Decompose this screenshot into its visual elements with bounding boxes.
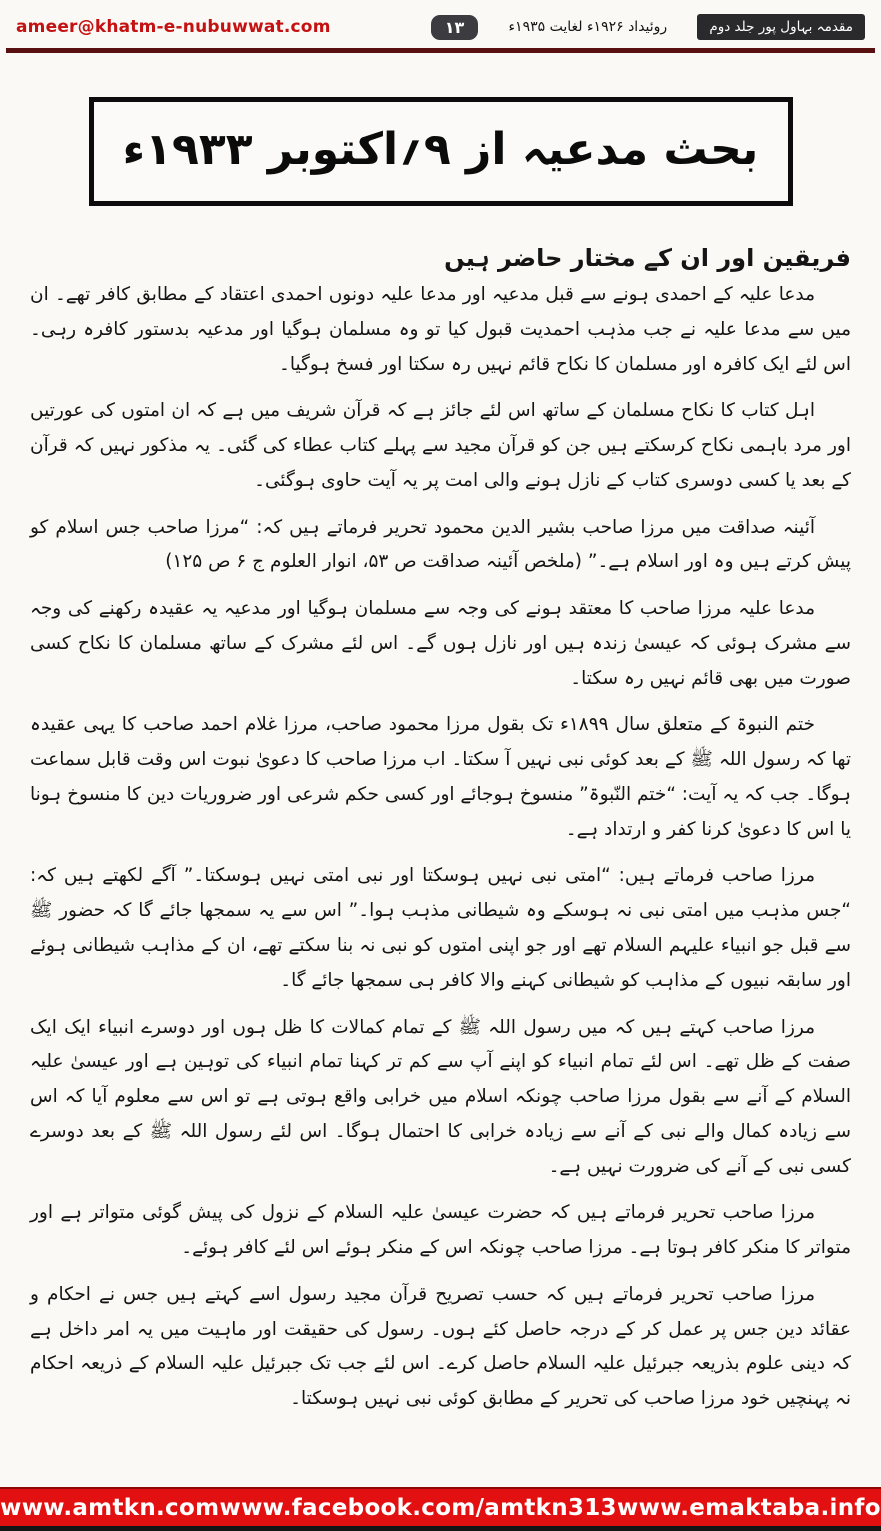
paragraph-3: آئینہ صداقت میں مرزا صاحب بشیر الدین محمود تحریر فرماتے ہیں کہ: “مرزا صاحب جس اسلام کو پیش کرتے ہیں وہ اور اسلام ہے۔” (ملخص آئینہ صداقت ص ۵۳، انوار العلوم ج ۶ ص ۱۲۵) <box>30 516 851 573</box>
header-email: ameer@khatm-e-nubuwwat.com <box>16 17 331 37</box>
paragraph-4: مدعا علیہ مرزا صاحب کا معتقد ہونے کی وجہ سے مسلمان ہوگیا اور مدعیہ یہ عقیدہ رکھنے کی وجہ سے مشرک ہوئی کہ عیسیٰ زندہ ہیں اور نازل ہوں گے۔ اس لئے مشرک کے ساتھ مسلمان کا نکاح کسی صورت میں بھی قائم نہیں رہ سکتا۔ <box>30 598 851 689</box>
document-content <box>0 214 881 1487</box>
page-footer <box>0 1487 881 1531</box>
paragraph-6: مرزا صاحب فرماتے ہیں: “امتی نبی نہیں ہوسکتا اور نبی امتی نہیں ہوسکتا۔” آگے لکھتے ہیں کہ: “جس مذہب میں امتی نبی نہ ہوسکے وہ شیطانی مذہب ہوا۔” اس سے یہ سمجھا جائے گا کہ حضور ﷺ سے قبل جو انبیاء علیہم السلام تھے اور جو اپنی امتوں کو نبی نہ بنا سکتے تھے، ان کے مذاہب شیطانی ہوئے اور سابقہ نبیوں کے مذاہب کو شیطانی کہنے والا کافر ہی سمجھا جائے گا۔ <box>30 865 851 991</box>
page-number-badge: ۱۳ <box>431 15 479 40</box>
header-date-range: روئیداد ۱۹۲۶ء لغایت ۱۹۳۵ء <box>508 19 668 35</box>
header-divider <box>6 48 875 53</box>
section-heading: فریقین اور ان کے مختار حاضر ہیں <box>444 244 851 272</box>
paragraph-7: مرزا صاحب کہتے ہیں کہ میں رسول اللہ ﷺ کے تمام کمالات کا ظل ہوں اور دوسرے انبیاء ایک ایک صفت کے ظل تھے۔ اس لئے تمام انبیاء کو اپنے آپ سے کم تر کہنا تمام انبیاء کی توہین ہے اور عیسیٰ علیہ السلام کے آنے سے بقول مرزا صاحب چونکہ اسلام میں خرابی واقع ہوتی ہے تو اس سے معلوم آیا کہ اس سے زیادہ کمال والے نبی کے آنے سے زیادہ خرابی کا احتمال ہوگا۔ اس لئے رسول اللہ ﷺ کے بعد دوسرے کسی نبی کے آنے کی ضرورت نہیں ہے۔ <box>30 1016 851 1177</box>
page-header <box>0 0 881 48</box>
page-title: بحث مدعیہ از ۹؍اکتوبر ۱۹۳۳ء <box>122 124 759 175</box>
footer-link-facebook: www.facebook.com/amtkn313 <box>219 1494 617 1521</box>
paragraph-8: مرزا صاحب تحریر فرماتے ہیں کہ حضرت عیسیٰ علیہ السلام کے نزول کی پیش گوئی متواتر ہے اور متواتر کا منکر کافر ہوتا ہے۔ مرزا صاحب چونکہ اس کے منکر ہوئے اس لئے کافر ہوئے۔ <box>30 1202 851 1259</box>
paragraph-5: ختم النبوۃ کے متعلق سال ۱۸۹۹ء تک بقول مرزا محمود صاحب، مرزا غلام احمد صاحب کا یہی عقیدہ تھا کہ رسول اللہ ﷺ کے بعد کوئی نبی نہیں آ سکتا۔ اب مرزا صاحب کا دعویٰ نبوت اس وقت قابل سماعت ہوگا۔ جب کہ یہ آیت: “ختم النّبوۃ” منسوخ ہوجائے اور کسی حکم شرعی اور ضروریات دین کا منسوخ ہونا یا اس کا دعویٰ کرنا کفر و ارتداد ہے۔ <box>30 714 851 840</box>
footer-link-amtkn: www.amtkn.com <box>0 1494 220 1521</box>
paragraph-9: مرزا صاحب تحریر فرماتے ہیں کہ حسب تصریح قرآن مجید رسول اسے کہتے ہیں جس نے احکام و عقائد دین جس پر عمل کر کے درجہ حاصل کئے ہوں۔ رسول کی حقیقت اور ماہیت میں یہ امر داخل ہے کہ دینی علوم بذریعہ جبرئیل علیہ السلام حاصل کرے۔ اس لئے جب تک جبرئیل علیہ السلام کے ذریعہ احکام نہ پہنچیں خود مرزا صاحب کی تحریر کے مطابق کوئی نبی نہیں ہوسکتا۔ <box>30 1283 851 1410</box>
title-box <box>91 99 791 204</box>
header-book-title: مقدمہ بہاول پور جلد دوم <box>697 14 865 40</box>
footer-link-emaktaba: www.emaktaba.info <box>617 1494 881 1521</box>
paragraph-2: اہل کتاب کا نکاح مسلمان کے ساتھ اس لئے جائز ہے کہ قرآن شریف میں ہے کہ ان امتوں کی عورتیں اور مرد باہمی نکاح کرسکتے ہیں جن کو قرآن مجید سے پہلے کتاب عطاء کی گئی۔ یہ مذکور نہیں کہ قرآن کے بعد یا کسی دوسری کتاب کے نازل ہونے والی امت پر یہ آیت حاوی ہوگئی۔ <box>30 400 851 491</box>
paragraph-1: مدعا علیہ کے احمدی ہونے سے قبل مدعیہ اور مدعا علیہ دونوں احمدی اعتقاد کے مطابق کافر تھے۔ ان میں سے مدعا علیہ نے جب مذہب احمدیت قبول کیا تو وہ مسلمان ہوگیا اور مدعیہ بدستور کافرہ رہی۔ اس لئے ایک کافرہ اور مسلمان کا نکاح قائم نہیں رہ سکتا اور فسخ ہوگیا۔ <box>30 284 851 375</box>
